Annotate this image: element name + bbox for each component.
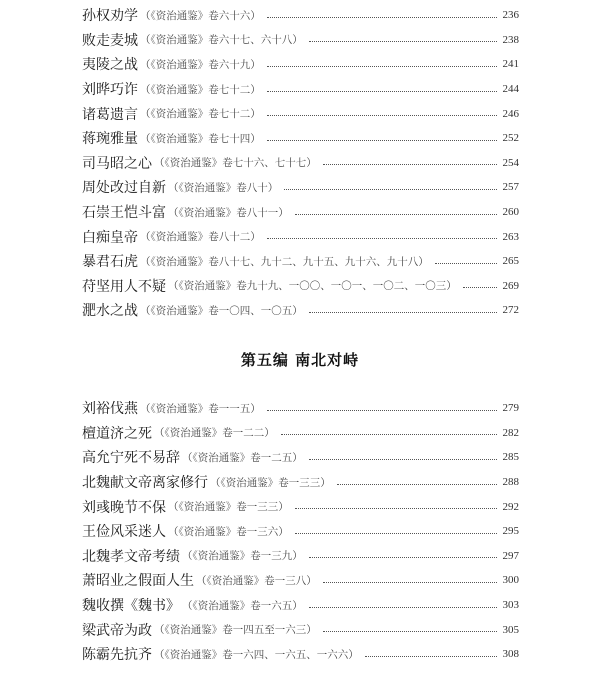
entry-page: 238 bbox=[502, 33, 519, 46]
entry-source: （《资治通鉴》卷一三三） bbox=[210, 476, 331, 489]
toc-entry[interactable] bbox=[82, 200, 519, 225]
entry-page: 288 bbox=[502, 476, 519, 489]
entry-page: 295 bbox=[502, 525, 519, 538]
entry-title: 淝水之战 bbox=[82, 303, 138, 320]
dot-leader bbox=[309, 557, 497, 558]
toc-entry[interactable] bbox=[82, 568, 519, 593]
entry-source: （《资治通鉴》卷一四五至一六三） bbox=[154, 624, 317, 637]
entry-title: 王俭风采迷人 bbox=[82, 524, 166, 541]
entry-title: 檀道济之死 bbox=[82, 425, 152, 442]
toc-section-2 bbox=[82, 396, 519, 667]
entry-page: 263 bbox=[502, 230, 519, 243]
toc-entry[interactable] bbox=[82, 101, 519, 126]
toc-entry[interactable] bbox=[82, 519, 519, 544]
dot-leader bbox=[267, 66, 497, 67]
dot-leader bbox=[284, 189, 496, 190]
entry-title: 苻坚用人不疑 bbox=[82, 278, 166, 295]
toc-entry[interactable] bbox=[82, 175, 519, 200]
entry-source: （《资治通鉴》卷一二五） bbox=[182, 451, 303, 464]
dot-leader bbox=[267, 140, 497, 141]
dot-leader bbox=[309, 41, 497, 42]
entry-source: （《资治通鉴》卷一三三） bbox=[168, 501, 289, 514]
toc-entry[interactable] bbox=[82, 3, 519, 28]
entry-source: （《资治通鉴》卷七十二） bbox=[140, 83, 261, 96]
entry-page: 279 bbox=[502, 402, 519, 415]
entry-source: （《资治通鉴》卷八十二） bbox=[140, 231, 261, 244]
entry-title: 石崇王恺斗富 bbox=[82, 205, 166, 222]
dot-leader bbox=[323, 582, 497, 583]
toc-entry[interactable] bbox=[82, 52, 519, 77]
dot-leader bbox=[267, 91, 497, 92]
entry-page: 308 bbox=[502, 648, 519, 661]
toc-entry[interactable] bbox=[82, 126, 519, 151]
entry-page: 269 bbox=[502, 279, 519, 292]
entry-page: 257 bbox=[502, 181, 519, 194]
entry-page: 244 bbox=[502, 83, 519, 96]
entry-source: （《资治通鉴》卷一二二） bbox=[154, 427, 275, 440]
entry-page: 236 bbox=[502, 9, 519, 22]
toc-entry[interactable] bbox=[82, 470, 519, 495]
dot-leader bbox=[365, 656, 497, 657]
entry-source: （《资治通鉴》卷一〇四、一〇五） bbox=[140, 304, 303, 317]
entry-source: （《资治通鉴》卷一六五） bbox=[182, 599, 303, 612]
entry-title: 刘彧晚节不保 bbox=[82, 499, 166, 516]
entry-source: （《资治通鉴》卷七十二） bbox=[140, 108, 261, 121]
toc-entry[interactable] bbox=[82, 224, 519, 249]
entry-source: （《资治通鉴》卷六十六） bbox=[140, 9, 261, 22]
entry-page: 292 bbox=[502, 500, 519, 513]
entry-source: （《资治通鉴》卷一三八） bbox=[196, 574, 317, 587]
dot-leader bbox=[309, 459, 497, 460]
entry-title: 败走麦城 bbox=[82, 32, 138, 49]
toc-section-1 bbox=[82, 3, 519, 323]
entry-source: （《资治通鉴》卷八十） bbox=[168, 181, 279, 194]
toc-entry[interactable] bbox=[82, 298, 519, 323]
dot-leader bbox=[281, 434, 497, 435]
entry-title: 司马昭之心 bbox=[82, 155, 152, 172]
entry-page: 246 bbox=[502, 107, 519, 120]
entry-source: （《资治通鉴》卷八十七、九十二、九十五、九十六、九十八） bbox=[140, 255, 429, 268]
dot-leader bbox=[323, 164, 497, 165]
entry-title: 周处改过自新 bbox=[82, 180, 166, 197]
dot-leader bbox=[267, 17, 497, 18]
entry-source: （《资治通鉴》卷一一五） bbox=[140, 402, 261, 415]
entry-title: 刘裕伐燕 bbox=[82, 401, 138, 418]
entry-page: 254 bbox=[502, 156, 519, 169]
toc-entry[interactable] bbox=[82, 642, 519, 667]
entry-page: 252 bbox=[502, 132, 519, 145]
entry-title: 陈霸先抗齐 bbox=[82, 647, 152, 664]
entry-source: （《资治通鉴》卷七十六、七十七） bbox=[154, 157, 317, 170]
toc-entry[interactable] bbox=[82, 249, 519, 274]
entry-page: 303 bbox=[502, 599, 519, 612]
entry-title: 北魏孝文帝考绩 bbox=[82, 548, 180, 565]
entry-page: 241 bbox=[502, 58, 519, 71]
toc-entry[interactable] bbox=[82, 445, 519, 470]
entry-source: （《资治通鉴》卷一三六） bbox=[168, 525, 289, 538]
part-heading: 第五编 南北对峙 bbox=[240, 351, 360, 369]
entry-title: 魏收撰《魏书》 bbox=[82, 598, 180, 615]
entry-source: （《资治通鉴》卷九十九、一〇〇、一〇一、一〇二、一〇三） bbox=[168, 280, 457, 293]
toc-entry[interactable] bbox=[82, 593, 519, 618]
dot-leader bbox=[267, 238, 497, 239]
entry-title: 白痴皇帝 bbox=[82, 229, 138, 246]
entry-source: （《资治通鉴》卷七十四） bbox=[140, 132, 261, 145]
entry-title: 夷陵之战 bbox=[82, 57, 138, 74]
toc-entry[interactable] bbox=[82, 77, 519, 102]
dot-leader bbox=[435, 263, 497, 264]
entry-source: （《资治通鉴》卷一六四、一六五、一六六） bbox=[154, 648, 359, 661]
entry-source: （《资治通鉴》卷六十九） bbox=[140, 58, 261, 71]
dot-leader bbox=[323, 631, 497, 632]
entry-title: 刘晔巧诈 bbox=[82, 82, 138, 99]
toc-entry[interactable] bbox=[82, 544, 519, 569]
dot-leader bbox=[463, 287, 497, 288]
entry-source: （《资治通鉴》卷一三九） bbox=[182, 550, 303, 563]
entry-title: 诸葛遗言 bbox=[82, 106, 138, 123]
dot-leader bbox=[309, 607, 497, 608]
toc-entry[interactable] bbox=[82, 421, 519, 446]
toc-entry[interactable] bbox=[82, 494, 519, 519]
entry-page: 285 bbox=[502, 451, 519, 464]
entry-page: 265 bbox=[502, 255, 519, 268]
dot-leader bbox=[337, 484, 497, 485]
entry-page: 272 bbox=[502, 304, 519, 317]
toc-entry[interactable] bbox=[82, 274, 519, 299]
dot-leader bbox=[309, 312, 497, 313]
toc-entry[interactable] bbox=[82, 28, 519, 53]
toc-entry[interactable] bbox=[82, 151, 519, 176]
entry-page: 282 bbox=[502, 426, 519, 439]
entry-page: 297 bbox=[502, 549, 519, 562]
entry-title: 暴君石虎 bbox=[82, 254, 138, 271]
entry-source: （《资治通鉴》卷六十七、六十八） bbox=[140, 34, 303, 47]
entry-title: 孙权劝学 bbox=[82, 8, 138, 25]
entry-page: 305 bbox=[502, 623, 519, 636]
entry-title: 高允宁死不易辞 bbox=[82, 450, 180, 467]
entry-title: 北魏献文帝离家修行 bbox=[82, 475, 208, 492]
entry-source: （《资治通鉴》卷八十一） bbox=[168, 206, 289, 219]
toc-entry[interactable] bbox=[82, 617, 519, 642]
toc-entry[interactable] bbox=[82, 396, 519, 421]
dot-leader bbox=[295, 533, 497, 534]
dot-leader bbox=[295, 508, 497, 509]
entry-page: 260 bbox=[502, 206, 519, 219]
dot-leader bbox=[267, 410, 497, 411]
entry-title: 梁武帝为政 bbox=[82, 622, 152, 639]
entry-title: 蒋琬雅量 bbox=[82, 131, 138, 148]
dot-leader bbox=[267, 115, 497, 116]
entry-page: 300 bbox=[502, 574, 519, 587]
dot-leader bbox=[295, 214, 497, 215]
entry-title: 萧昭业之假面人生 bbox=[82, 573, 194, 590]
